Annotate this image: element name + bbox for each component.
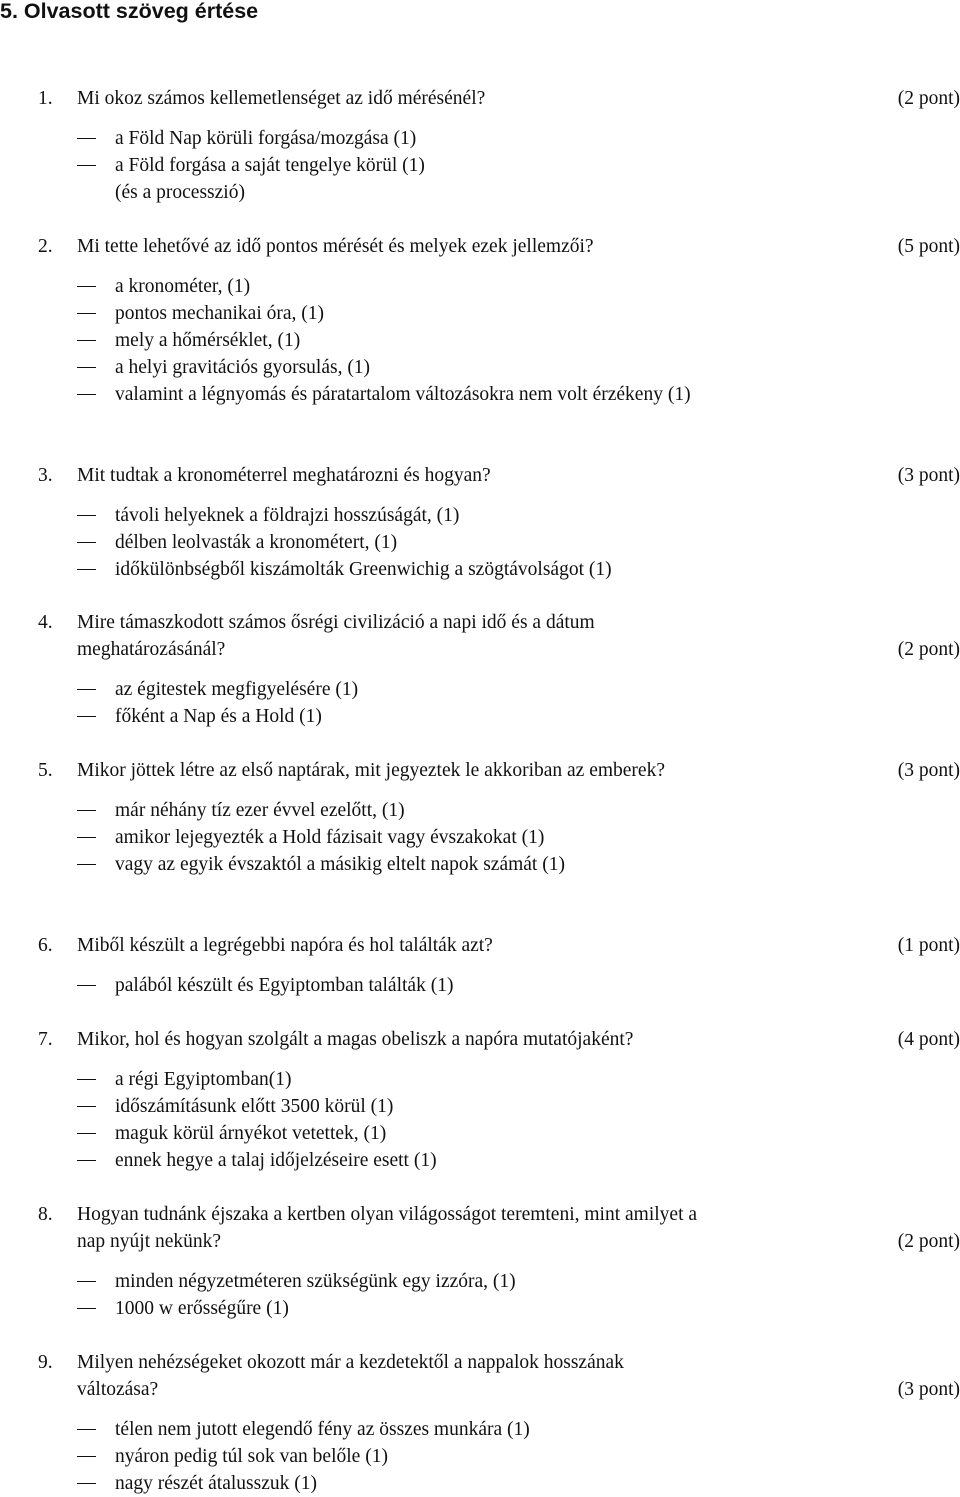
answer-text: pontos mechanikai óra, (1) xyxy=(115,303,325,324)
page-title: 5. Olvasott szöveg értése xyxy=(0,0,259,23)
question-number: 7. xyxy=(38,1029,53,1050)
dash-bullet xyxy=(77,542,96,543)
question-8 xyxy=(0,1201,960,1322)
answer-item xyxy=(0,529,960,556)
answer-text: időszámításunk előtt 3500 körül (1) xyxy=(115,1096,394,1117)
answer-text: mely a hőmérséklet, (1) xyxy=(115,330,301,351)
answer-text: a kronométer, (1) xyxy=(115,276,251,297)
answer-text: a Föld Nap körüli forgása/mozgása (1) xyxy=(115,128,417,149)
question-9 xyxy=(0,1349,960,1497)
dash-bullet xyxy=(77,394,96,395)
answer-item xyxy=(0,1268,960,1295)
question-heading xyxy=(0,1201,960,1255)
answer-item xyxy=(0,1295,960,1322)
question-text: Mi okoz számos kellemetlenséget az idő mérésénél? xyxy=(77,88,486,109)
answer-text: délben leolvasták a kronométert, (1) xyxy=(115,532,398,553)
answer-item xyxy=(0,1416,960,1443)
answer-text: a helyi gravitációs gyorsulás, (1) xyxy=(115,357,371,378)
dash-bullet xyxy=(77,1308,96,1309)
question-text: Mikor jöttek létre az első naptárak, mit jegyeztek le akkoriban az emberek? xyxy=(77,760,665,781)
dash-bullet xyxy=(77,1079,96,1080)
answer-item xyxy=(0,797,960,824)
answer-item xyxy=(0,1443,960,1470)
answer-text: főként a Nap és a Hold (1) xyxy=(115,706,322,727)
answer-item xyxy=(0,1066,960,1093)
answer-item xyxy=(0,381,960,408)
answer-item xyxy=(0,1470,960,1497)
answer-text: ennek hegye a talaj időjelzéseire esett (1) xyxy=(115,1150,437,1171)
answer-text: amikor lejegyezték a Hold fázisait vagy évszakokat (1) xyxy=(115,827,545,848)
answer-item xyxy=(0,851,960,878)
answer-text: nyáron pedig túl sok van belőle (1) xyxy=(115,1446,388,1467)
question-7 xyxy=(0,1026,960,1174)
dash-bullet xyxy=(77,165,96,166)
dash-bullet xyxy=(77,1483,96,1484)
answer-item xyxy=(0,703,960,730)
answer-text: télen nem jutott elegendő fény az összes munkára (1) xyxy=(115,1419,530,1440)
question-number: 2. xyxy=(38,236,53,257)
answer-item xyxy=(0,327,960,354)
answer-text: palából készült és Egyiptomban találták (1) xyxy=(115,975,454,996)
question-points: (3 pont) xyxy=(897,760,960,781)
question-6 xyxy=(0,932,960,999)
dash-bullet xyxy=(77,837,96,838)
dash-bullet xyxy=(77,864,96,865)
answer-text: távoli helyeknek a földrajzi hosszúságát, (1) xyxy=(115,505,460,526)
question-heading xyxy=(0,85,960,112)
question-number: 9. xyxy=(38,1352,53,1373)
question-heading xyxy=(0,1026,960,1053)
answer-text: az égitestek megfigyelésére (1) xyxy=(115,679,359,700)
answer-item xyxy=(0,972,960,999)
question-text: Mi tette lehetővé az idő pontos mérését és melyek ezek jellemzői? xyxy=(77,236,594,257)
dash-bullet xyxy=(77,985,96,986)
dash-bullet xyxy=(77,340,96,341)
answer-text: a Föld forgása a saját tengelye körül (1) xyxy=(115,155,425,176)
answer-list xyxy=(0,1066,960,1174)
question-1 xyxy=(0,85,960,206)
answer-text: már néhány tíz ezer évvel ezelőtt, (1) xyxy=(115,800,405,821)
question-5 xyxy=(0,757,960,878)
dash-bullet xyxy=(77,286,96,287)
question-points: (5 pont) xyxy=(897,236,960,257)
answer-item xyxy=(0,300,960,327)
dash-bullet xyxy=(77,313,96,314)
question-points: (3 pont) xyxy=(897,1379,960,1400)
answer-list xyxy=(0,1268,960,1322)
answer-list xyxy=(0,797,960,878)
answer-text: minden négyzetméteren szükségünk egy izzóra, (1) xyxy=(115,1271,516,1292)
question-heading xyxy=(0,233,960,260)
question-points: (1 pont) xyxy=(897,935,960,956)
dash-bullet xyxy=(77,515,96,516)
answer-list xyxy=(0,972,960,999)
answer-item xyxy=(0,1120,960,1147)
question-text: Miből készült a legrégebbi napóra és hol találták azt? xyxy=(77,935,493,956)
answer-text: valamint a légnyomás és páratartalom változásokra nem volt érzékeny (1) xyxy=(115,384,691,405)
dash-bullet xyxy=(77,1456,96,1457)
question-text: Mire támaszkodott számos ősrégi civilizáció a napi idő és a dátum meghatározásánál? xyxy=(77,612,595,660)
dash-bullet xyxy=(77,716,96,717)
question-3 xyxy=(0,462,960,583)
answer-text: maguk körül árnyékot vetettek, (1) xyxy=(115,1123,387,1144)
answer-item xyxy=(0,676,960,703)
answer-text: vagy az egyik évszaktól a másikig eltelt napok számát (1) xyxy=(115,854,565,875)
answer-list xyxy=(0,125,960,179)
answer-list xyxy=(0,502,960,583)
question-number: 3. xyxy=(38,465,53,486)
question-2 xyxy=(0,233,960,408)
answer-list xyxy=(0,676,960,730)
question-heading xyxy=(0,757,960,784)
question-number: 5. xyxy=(38,760,53,781)
answer-list xyxy=(0,273,960,408)
dash-bullet xyxy=(77,1133,96,1134)
question-number: 1. xyxy=(38,88,53,109)
answer-text: a régi Egyiptomban(1) xyxy=(115,1069,292,1090)
dash-bullet xyxy=(77,1160,96,1161)
dash-bullet xyxy=(77,569,96,570)
answer-text: 1000 w erősségűre (1) xyxy=(115,1298,289,1319)
answer-item xyxy=(0,556,960,583)
dash-bullet xyxy=(77,810,96,811)
dash-bullet xyxy=(77,1429,96,1430)
question-4 xyxy=(0,609,960,730)
question-text: Milyen nehézségeket okozott már a kezdetektől a nappalok hosszának változása? xyxy=(77,1352,624,1400)
dash-bullet xyxy=(77,1281,96,1282)
answer-item xyxy=(0,824,960,851)
answer-list xyxy=(0,1416,960,1497)
question-points: (2 pont) xyxy=(897,639,960,660)
question-text: Mit tudtak a kronométerrel meghatározni és hogyan? xyxy=(77,465,491,486)
question-heading xyxy=(0,1349,960,1403)
question-heading xyxy=(0,609,960,663)
answer-item xyxy=(0,273,960,300)
answer-note: (és a processzió) xyxy=(115,182,245,203)
answer-item xyxy=(0,502,960,529)
question-points: (2 pont) xyxy=(897,88,960,109)
question-points: (4 pont) xyxy=(897,1029,960,1050)
question-number: 8. xyxy=(38,1204,53,1225)
dash-bullet xyxy=(77,138,96,139)
answer-item xyxy=(0,354,960,381)
answer-text: időkülönbségből kiszámolták Greenwichig a szögtávolságot (1) xyxy=(115,559,612,580)
question-number: 4. xyxy=(38,612,53,633)
question-text: Mikor, hol és hogyan szolgált a magas obeliszk a napóra mutatójaként? xyxy=(77,1029,634,1050)
dash-bullet xyxy=(77,689,96,690)
answer-item xyxy=(0,1093,960,1120)
answer-item xyxy=(0,152,960,179)
dash-bullet xyxy=(77,1106,96,1107)
dash-bullet xyxy=(77,367,96,368)
answer-text: nagy részét átalusszuk (1) xyxy=(115,1473,317,1494)
question-number: 6. xyxy=(38,935,53,956)
question-text: Hogyan tudnánk éjszaka a kertben olyan világosságot teremteni, mint amilyet a nap nyújt nekünk? xyxy=(77,1204,698,1252)
answer-item xyxy=(0,1147,960,1174)
answer-item xyxy=(0,125,960,152)
question-heading xyxy=(0,462,960,489)
question-points: (3 pont) xyxy=(897,465,960,486)
question-points: (2 pont) xyxy=(897,1231,960,1252)
question-heading xyxy=(0,932,960,959)
